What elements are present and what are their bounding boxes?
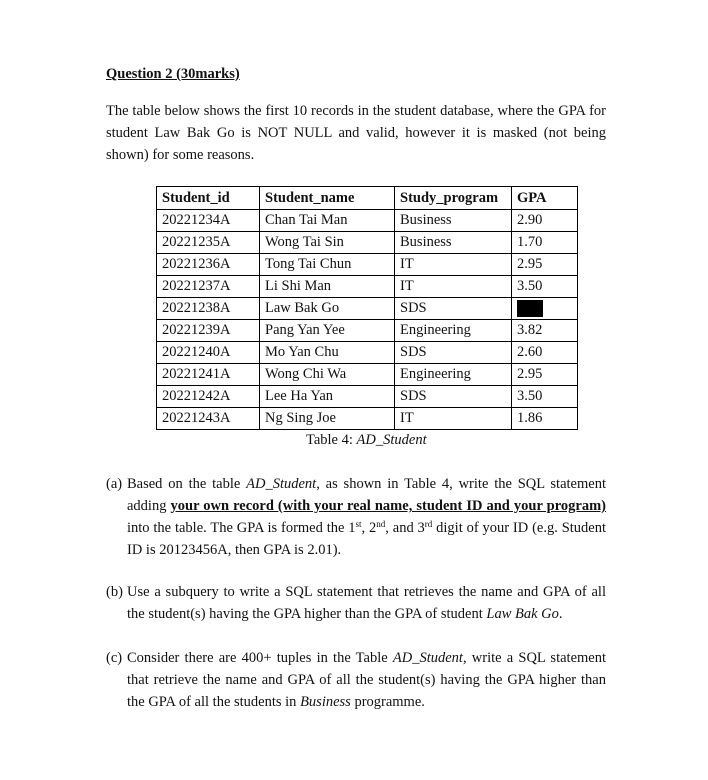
text-run: . bbox=[558, 606, 563, 622]
cell-gpa: 3.50 bbox=[512, 276, 578, 298]
text-run: Based on the table bbox=[127, 476, 247, 492]
question-part-c bbox=[106, 647, 606, 713]
program-reference: Business bbox=[300, 694, 351, 710]
question-part-a bbox=[106, 473, 606, 561]
cell-study-program: SDS bbox=[395, 386, 512, 408]
student-reference: Law Bak Go bbox=[486, 606, 559, 622]
cell-study-program: SDS bbox=[395, 298, 512, 320]
table-row bbox=[157, 386, 578, 408]
cell-student-name: Li Shi Man bbox=[260, 276, 395, 298]
text-run: write a SQL statement that retrieve the name and GPA of all the student(s) having the GPA higher than the GPA of all the students in bbox=[127, 650, 606, 710]
cell-study-program: IT bbox=[395, 276, 512, 298]
part-a-text bbox=[127, 473, 606, 561]
caption-table-name: AD_Student bbox=[356, 432, 427, 448]
question-title: Question 2 (30marks) bbox=[106, 66, 240, 82]
table-row bbox=[157, 408, 578, 430]
emphasis-requirement: your own record (with your real name, student ID and your program) bbox=[170, 498, 606, 514]
cell-student-id: 20221243A bbox=[157, 408, 260, 430]
cell-student-name: Pang Yan Yee bbox=[260, 320, 395, 342]
question-part-b bbox=[106, 581, 606, 625]
cell-gpa: 3.82 bbox=[512, 320, 578, 342]
table-row bbox=[157, 298, 578, 320]
cell-study-program: IT bbox=[395, 408, 512, 430]
cell-gpa-masked bbox=[512, 298, 578, 320]
cell-student-id: 20221242A bbox=[157, 386, 260, 408]
ordinal-suffix: nd bbox=[376, 519, 386, 529]
cell-student-id: 20221234A bbox=[157, 210, 260, 232]
cell-gpa: 1.70 bbox=[512, 232, 578, 254]
text-run: into the table. The GPA is formed the 1 bbox=[127, 520, 356, 536]
ordinal-suffix: rd bbox=[424, 519, 433, 529]
cell-gpa: 2.90 bbox=[512, 210, 578, 232]
intro-paragraph: The table below shows the first 10 records in the student database, where the GPA for student Law Bak Go is NOT NULL and valid, however it is masked (not being shown) for some reasons. bbox=[106, 103, 606, 163]
header-gpa: GPA bbox=[512, 187, 578, 210]
masked-gpa-block bbox=[517, 300, 543, 317]
cell-study-program: Business bbox=[395, 232, 512, 254]
table-row bbox=[157, 276, 578, 298]
part-b-text bbox=[127, 581, 606, 625]
cell-student-id: 20221236A bbox=[157, 254, 260, 276]
part-label: (c) bbox=[106, 650, 123, 666]
header-student-name: Student_name bbox=[260, 187, 395, 210]
part-label: (b) bbox=[106, 584, 123, 600]
cell-study-program: Engineering bbox=[395, 320, 512, 342]
cell-study-program: SDS bbox=[395, 342, 512, 364]
text-run: , 2 bbox=[361, 520, 377, 536]
cell-gpa: 1.86 bbox=[512, 408, 578, 430]
text-run: programme. bbox=[350, 694, 425, 710]
cell-student-name: Chan Tai Man bbox=[260, 210, 395, 232]
table-caption bbox=[306, 432, 427, 449]
text-run: , and 3 bbox=[385, 520, 425, 536]
cell-gpa: 2.95 bbox=[512, 254, 578, 276]
text-run: Consider there are 400+ tuples in the Table bbox=[127, 650, 393, 666]
cell-student-name: Wong Tai Sin bbox=[260, 232, 395, 254]
header-student-id: Student_id bbox=[157, 187, 260, 210]
cell-study-program: Engineering bbox=[395, 364, 512, 386]
cell-student-name: Wong Chi Wa bbox=[260, 364, 395, 386]
text-run: , as shown in Table 4, write the SQL statement adding bbox=[127, 476, 606, 514]
table-row bbox=[157, 320, 578, 342]
cell-student-id: 20221240A bbox=[157, 342, 260, 364]
cell-study-program: IT bbox=[395, 254, 512, 276]
part-c-text bbox=[127, 647, 606, 713]
cell-gpa: 2.95 bbox=[512, 364, 578, 386]
header-study-program: Study_program bbox=[395, 187, 512, 210]
caption-prefix: Table 4: bbox=[306, 432, 357, 448]
table-row bbox=[157, 342, 578, 364]
cell-study-program: Business bbox=[395, 210, 512, 232]
table-reference: AD_Student, bbox=[392, 650, 467, 666]
student-table bbox=[156, 186, 578, 430]
part-label: (a) bbox=[106, 476, 123, 492]
cell-student-id: 20221238A bbox=[157, 298, 260, 320]
cell-student-id: 20221237A bbox=[157, 276, 260, 298]
cell-student-name: Law Bak Go bbox=[260, 298, 395, 320]
cell-gpa: 3.50 bbox=[512, 386, 578, 408]
table-header-row bbox=[157, 187, 578, 210]
ordinal-suffix: st bbox=[355, 519, 362, 529]
table-row bbox=[157, 210, 578, 232]
cell-student-id: 20221235A bbox=[157, 232, 260, 254]
table-row bbox=[157, 232, 578, 254]
cell-student-name: Ng Sing Joe bbox=[260, 408, 395, 430]
table-row bbox=[157, 364, 578, 386]
table-row bbox=[157, 254, 578, 276]
text-run: Use a subquery to write a SQL statement that retrieves the name and GPA of all the student(s) having the GPA higher than the GPA of student bbox=[127, 584, 606, 622]
cell-gpa: 2.60 bbox=[512, 342, 578, 364]
text-run: digit of your ID (e.g. Student ID is 20123456A, then GPA is 2.01). bbox=[127, 520, 607, 558]
cell-student-id: 20221241A bbox=[157, 364, 260, 386]
cell-student-name: Mo Yan Chu bbox=[260, 342, 395, 364]
cell-student-name: Lee Ha Yan bbox=[260, 386, 395, 408]
cell-student-id: 20221239A bbox=[157, 320, 260, 342]
table-reference: AD_Student bbox=[246, 476, 317, 492]
cell-student-name: Tong Tai Chun bbox=[260, 254, 395, 276]
